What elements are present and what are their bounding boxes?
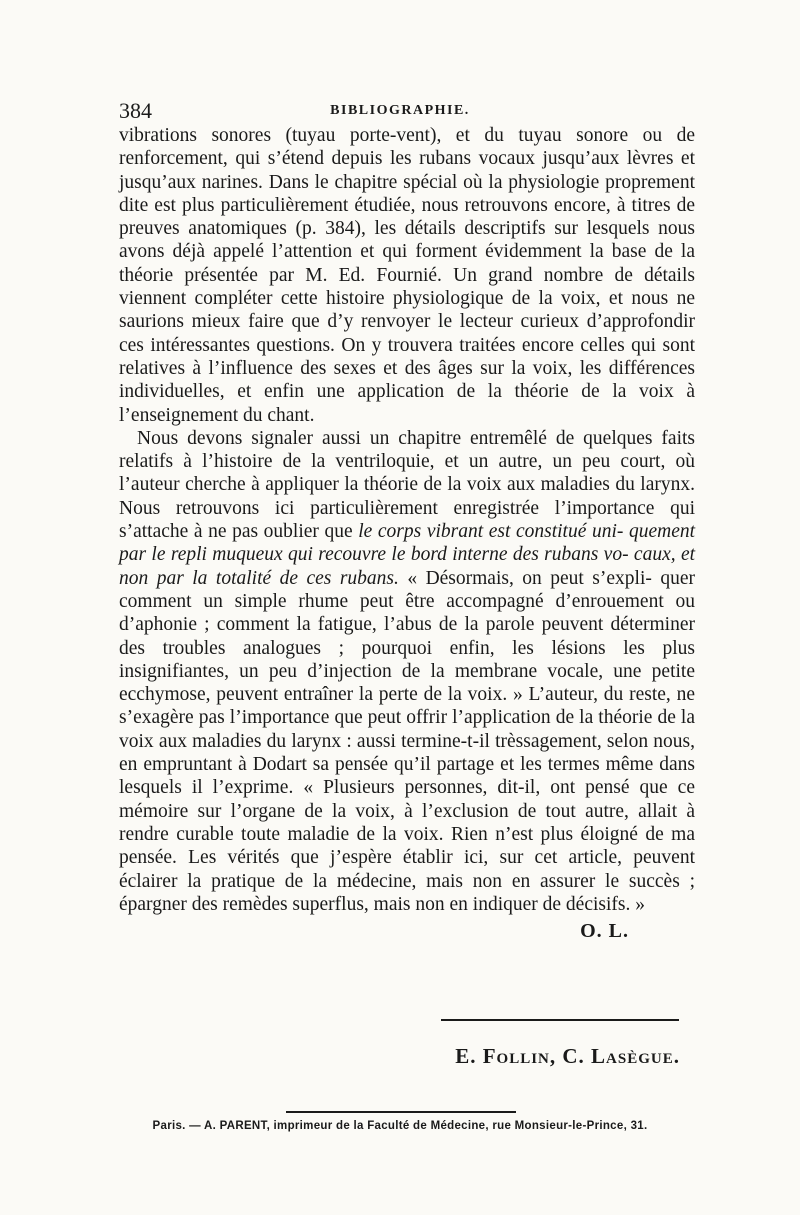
reviewer-signature: O. L. bbox=[580, 920, 629, 942]
paragraph-2-part-b: quer comment un simple rhume peut être accompagné d’enrouement ou d’aphonie ; comment la fatigue, l’abus de la parole peuvent déterminer des troubles analogues ; pourquoi enfin, les lésions les plus insignifiantes, un peu d’injection de la membrane vocale, une petite ecchymose, peuvent entraîner la perte de la voix. » L’auteur, du reste, ne s’exagère pas l’importance que peut offrir l’application de la théorie de la voix aux maladies du larynx : aussi termine-t-il trèssagement, selon nous, en empruntant à Dodart sa pensée qu’il partage et les termes même dans lesquels il l’exprime. « Plusieurs personnes, dit-il, ont pensé que ce mémoire sur l’organe de la voix, à l’exclusion de tout autre, allait à rendre curable toute maladie de la voix. Rien n’est plus éloigné de ma pensée. Les vérités que j’espère établir ici, sur cet article, peuvent éclairer la pratique de la médecine, mais non en assurer le succès ; épargner des remèdes superflus, mais non en indiquer de décisifs. » bbox=[119, 567, 696, 915]
italic-quote-3: caux, et non par la totalité de ces rubans. bbox=[119, 544, 696, 589]
page-number: 384 bbox=[119, 98, 152, 123]
authors-signature: E. Follin, C. Lasègue. bbox=[455, 1044, 680, 1068]
italic-quote-1: le corps vibrant est constitué uni- bbox=[358, 521, 624, 543]
paragraph-2-after-italic: « Désormais, on peut s’expli- bbox=[407, 567, 652, 589]
top-rule bbox=[441, 1019, 679, 1021]
body-text bbox=[119, 124, 695, 916]
bottom-rule bbox=[286, 1111, 516, 1113]
paragraph-2 bbox=[119, 427, 695, 916]
printer-imprint: Paris. — A. PARENT, imprimeur de la Faculté de Médecine, rue Monsieur-le-Prince, 31. bbox=[152, 1120, 648, 1132]
paragraph-1: vibrations sonores (tuyau porte-vent), et du tuyau sonore ou de renforcement, qui s’étend depuis les rubans vocaux jusqu’aux lèvres et jusqu’aux narines. Dans le chapitre spécial où la physiologie proprement dite est plus particulièrement étudiée, nous retrouvons encore, à titres de preuves anatomiques (p. 384), les détails descriptifs sur lesquels nous avons déjà appelé l’attention et qui forment évidemment la base de la théorie présentée par M. Ed. Fournié. Un grand nombre de détails viennent compléter cette histoire physiologique de la voix, et nous ne saurions mieux faire que d’y renvoyer le lecteur curieux d’approfondir ces intéressantes questions. On y trouvera traitées encore celles qui sont relatives à l’influence des sexes et des âges sur la voix, les différences individuelles, et enfin une application de la théorie de la voix à l’enseignement du chant. bbox=[119, 125, 695, 426]
paragraph-2-part-a: Nous devons signaler aussi un chapitre entremêlé de quelques faits relatifs à l’histoire de la ventriloquie, et un autre, un peu court, où l’auteur cherche à appliquer la théorie de la voix aux maladies du larynx. Nous retrouvons ici particulièrement enregistrée l’importance qui s’attache à ne pas oublier que bbox=[119, 427, 695, 543]
italic-quote-2: quement par le repli muqueux qui recouvre le bord interne des rubans vo- bbox=[119, 521, 696, 566]
running-head: BIBLIOGRAPHIE. bbox=[330, 103, 470, 118]
